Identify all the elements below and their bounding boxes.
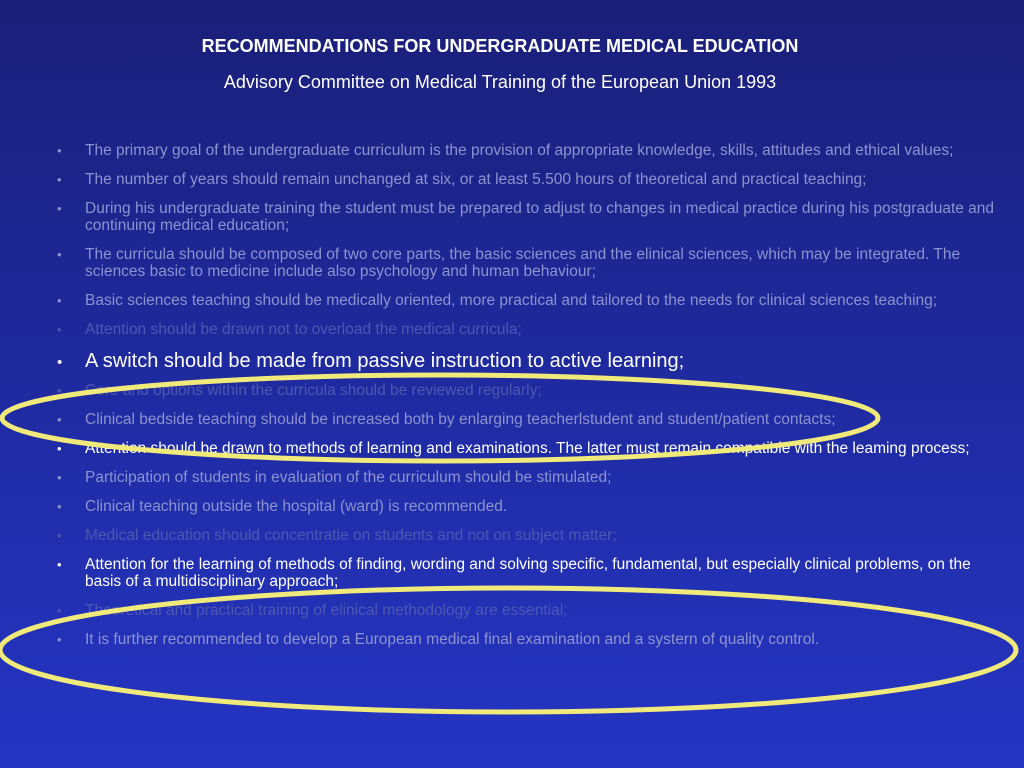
recommendations-list [56, 142, 996, 660]
page-title: RECOMMENDATIONS FOR UNDERGRADUATE MEDICAL EDUCATION [201, 36, 799, 56]
list-item [56, 200, 996, 234]
list-item [56, 469, 996, 486]
bullet-icon: • [57, 632, 62, 647]
list-item [56, 142, 996, 159]
list-item [56, 321, 996, 338]
bullet-icon: • [57, 143, 62, 158]
list-item [56, 382, 996, 399]
bullet-icon: • [57, 322, 62, 337]
list-item-highlighted [56, 440, 996, 457]
bullet-icon: • [57, 470, 62, 485]
list-item-text: Clinical teaching outside the hospital (ward) is recommended. [85, 498, 508, 515]
bullet-icon: • [57, 293, 62, 308]
list-item [56, 631, 996, 648]
list-item-text: Theoretical and practical training of elinical methodology are essential; [85, 602, 568, 619]
list-item-text: The number of years should remain unchanged at six, or at least 5.500 hours of theoretical and practical teaching; [85, 171, 867, 188]
bullet-icon: • [57, 499, 62, 514]
list-item-text: A switch should be made from passive instruction to active learning; [85, 350, 685, 372]
list-item [56, 498, 996, 515]
list-item-text: Basic sciences teaching should be medically oriented, more practical and tailored to the needs for clinical sciences teaching; [85, 292, 938, 309]
bullet-icon: • [57, 354, 63, 371]
list-item [56, 411, 996, 428]
list-item [56, 602, 996, 619]
bullet-icon: • [57, 603, 62, 618]
list-item-text: It is further recommended to develop a European medical final examination and a systern of quality control. [85, 631, 820, 648]
list-item-text: Attention for the learning of methods of finding, wording and solving specific, fundamental, but especially clinical problems, on the basis of a multidisciplinary approach; [85, 556, 971, 590]
bullet-icon: • [57, 172, 62, 187]
list-item-text: The curricula should be composed of two core parts, the basic sciences and the elinical sciences, which may be integrated. The sciences basic to medicine include also psychology and human behaviour; [85, 246, 961, 280]
page-subtitle: Advisory Committee on Medical Training of the European Union 1993 [223, 72, 777, 92]
list-item-text: Attention should be drawn to methods of learning and examinations. The latter must remain compatible with the leaming process; [85, 440, 970, 457]
list-item-text: Core and options within the curricula should be reviewed regularly; [85, 382, 542, 399]
list-item-text: Clinical bedside teaching should be increased both by enlarging teacherlstudent and student/patient contacts; [85, 411, 836, 428]
list-item-highlighted [56, 350, 996, 372]
list-item [56, 292, 996, 309]
list-item-text: Participation of students in evaluation of the curriculum should be stimulated; [85, 469, 612, 486]
bullet-icon: • [57, 412, 62, 427]
list-item-highlighted [56, 556, 996, 590]
list-item-text: Medical education should concentratie on students and not on subject matter; [85, 527, 617, 544]
list-item [56, 171, 996, 188]
list-item-text: The primary goal of the undergraduate curriculum is the provision of appropriate knowledge, skills, attitudes and ethical values; [85, 142, 954, 159]
bullet-icon: • [57, 557, 62, 572]
bullet-icon: • [57, 247, 62, 262]
bullet-icon: • [57, 383, 62, 398]
list-item-text: During his undergraduate training the student must be prepared to adjust to changes in medical practice during his postgraduate and continuing medical education; [85, 200, 995, 234]
list-item [56, 527, 996, 544]
bullet-icon: • [57, 528, 62, 543]
list-item-text: Attention should be drawn not to overload the medical curricula; [85, 321, 522, 338]
bullet-icon: • [57, 201, 62, 216]
bullet-icon: • [57, 441, 62, 456]
list-item [56, 246, 996, 280]
